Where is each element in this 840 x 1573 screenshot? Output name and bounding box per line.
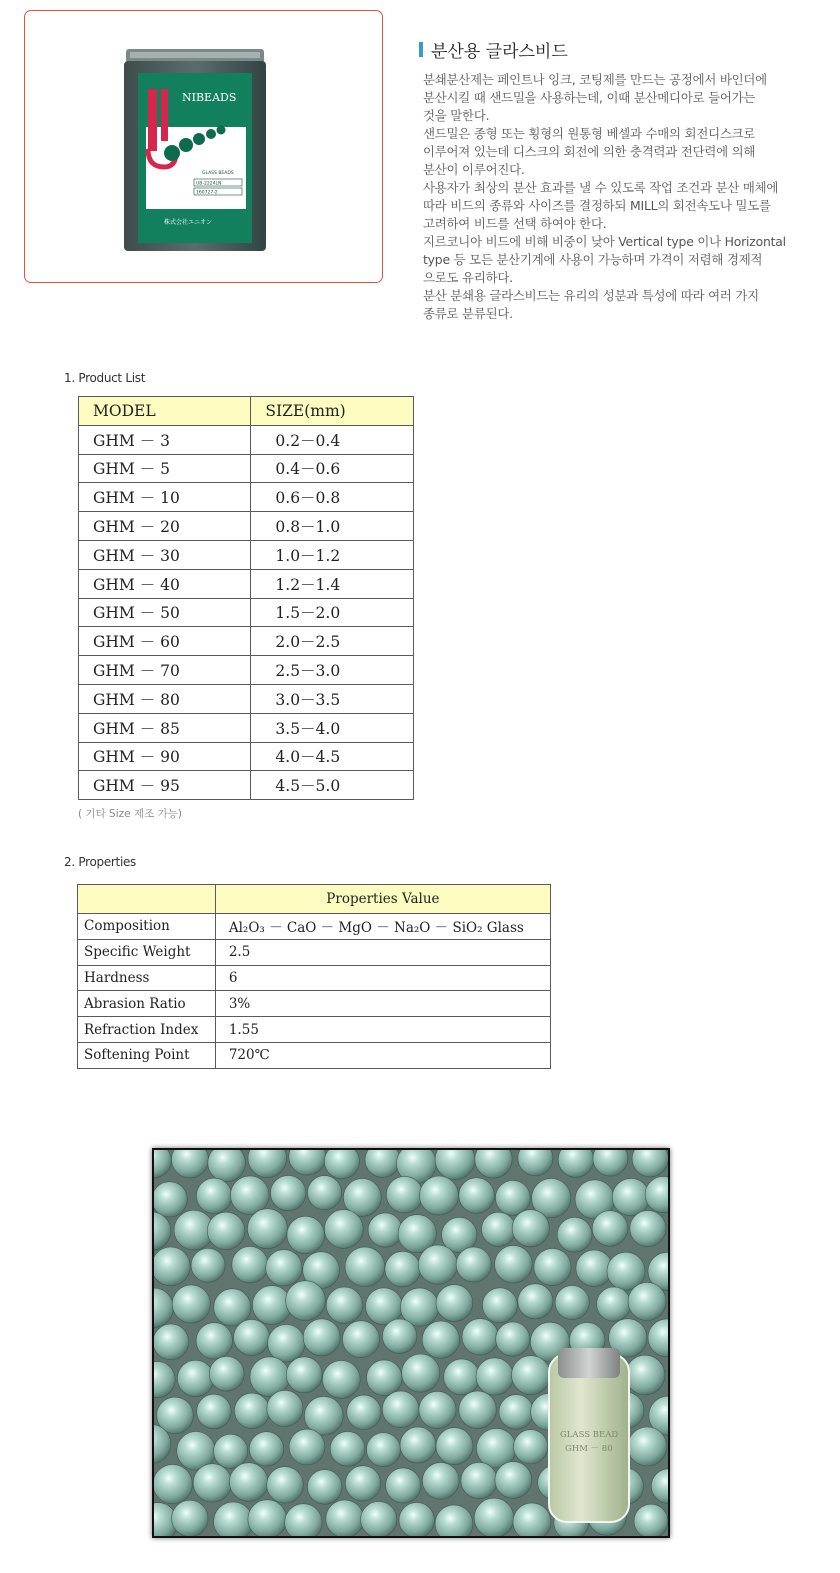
glass-bead xyxy=(436,1285,473,1322)
glass-bead xyxy=(482,1212,516,1246)
table-row xyxy=(78,991,551,1017)
intro-line: 이루어져 있는데 디스크의 회전에 의한 충격력과 전단력에 의해 xyxy=(423,144,756,159)
glass-bead xyxy=(345,1247,385,1287)
table-header-row xyxy=(79,397,414,426)
glass-bead xyxy=(266,1250,302,1286)
glass-bead xyxy=(476,1358,513,1395)
can-brand-text: NIBEADS xyxy=(182,91,237,104)
glass-bead xyxy=(231,1176,270,1215)
model-cell: GHM － 95 xyxy=(79,771,251,800)
property-label: Refraction Index xyxy=(78,1017,216,1043)
model-cell: GHM － 30 xyxy=(79,540,251,569)
glass-bead xyxy=(628,1283,666,1321)
table-row xyxy=(78,939,551,965)
intro-line: 분쇄분산제는 페인트나 잉크, 코팅제를 만드는 공정에서 바인더에 xyxy=(423,72,767,87)
can-code1-text: UB-2224LN xyxy=(196,181,222,187)
glass-bead xyxy=(612,1178,649,1215)
glass-bead xyxy=(382,1319,416,1353)
table-row xyxy=(79,425,414,454)
glass-bead xyxy=(308,1176,342,1210)
glass-bead xyxy=(345,1466,380,1501)
glass-bead xyxy=(557,1217,592,1252)
model-cell: GHM － 60 xyxy=(79,627,251,656)
glass-bead xyxy=(209,1356,244,1391)
glass-bead xyxy=(287,1216,325,1254)
title-bar-icon xyxy=(419,42,423,57)
glass-bead xyxy=(459,1391,497,1429)
header-properties-value: Properties Value xyxy=(215,885,550,914)
glass-bead xyxy=(286,1357,322,1393)
glass-bead xyxy=(154,1247,190,1286)
model-cell: GHM － 3 xyxy=(79,425,251,454)
glass-bead xyxy=(252,1286,291,1325)
glass-bead xyxy=(267,1467,304,1504)
model-cell: GHM － 70 xyxy=(79,656,251,685)
glass-bead xyxy=(420,1176,459,1215)
intro-title-text: 분산용 글라스비드 xyxy=(431,41,568,62)
header-size: SIZE(mm) xyxy=(251,397,414,426)
glass-bead xyxy=(496,1181,531,1216)
model-cell: GHM － 50 xyxy=(79,598,251,627)
glass-bead xyxy=(286,1281,326,1321)
glass-bead xyxy=(630,1210,666,1246)
intro-line: 종류로 분류된다. xyxy=(423,306,513,321)
model-cell: GHM － 90 xyxy=(79,742,251,771)
size-cell: 0.4－0.6 xyxy=(251,454,414,483)
table-row xyxy=(79,540,414,569)
header-model: MODEL xyxy=(79,397,251,426)
glass-bead xyxy=(386,1468,421,1503)
header-empty xyxy=(78,885,216,914)
glass-bead xyxy=(154,1182,187,1217)
property-value: 6 xyxy=(215,965,550,991)
size-cell: 0.6－0.8 xyxy=(251,483,414,512)
jar-model-text: GHM － 80 xyxy=(565,1444,613,1454)
glass-bead xyxy=(191,1248,225,1282)
glass-bead xyxy=(555,1285,589,1319)
property-label: Abrasion Ratio xyxy=(78,991,216,1017)
property-label: Composition xyxy=(78,914,216,940)
glass-bead xyxy=(196,1323,232,1359)
table-row xyxy=(79,598,414,627)
table-row xyxy=(79,742,414,771)
size-cell: 4.0－4.5 xyxy=(251,742,414,771)
glass-bead xyxy=(154,1324,189,1360)
glass-bead xyxy=(422,1321,459,1358)
glass-bead xyxy=(322,1361,360,1399)
property-value: 720℃ xyxy=(215,1042,550,1068)
glass-bead xyxy=(368,1213,402,1247)
glass-bead xyxy=(248,1500,287,1536)
glass-bead xyxy=(462,1319,498,1355)
glass-bead xyxy=(419,1391,456,1428)
glass-bead xyxy=(625,1355,665,1395)
model-cell: GHM － 10 xyxy=(79,483,251,512)
glass-bead xyxy=(382,1391,419,1428)
table-row xyxy=(79,512,414,541)
glass-bead xyxy=(495,1462,532,1499)
intro-section xyxy=(419,38,829,323)
glass-bead xyxy=(326,1500,364,1536)
model-cell: GHM － 20 xyxy=(79,512,251,541)
intro-line: 것을 말한다. xyxy=(423,108,490,123)
intro-line: 따라 비드의 종류와 사이즈를 결정하되 MILL의 회전속도나 밀도를 xyxy=(423,198,771,213)
table-row xyxy=(78,1017,551,1043)
size-cell: 3.5－4.0 xyxy=(251,713,414,742)
model-cell: GHM － 85 xyxy=(79,713,251,742)
product-list-table xyxy=(78,396,414,800)
can-label-text: GLASS BEADS xyxy=(202,171,234,176)
glass-bead xyxy=(628,1427,667,1466)
intro-body xyxy=(419,71,829,323)
glass-bead xyxy=(196,1178,231,1213)
intro-line: type 등 모든 분산기계에 사용이 가능하며 가격이 저렴해 경제적 xyxy=(423,252,763,267)
size-cell: 2.5－3.0 xyxy=(251,656,414,685)
size-note: ( 기타 Size 제조 가능) xyxy=(78,808,182,820)
glass-bead xyxy=(386,1176,423,1213)
table-row xyxy=(79,771,414,800)
glass-bead xyxy=(268,1325,305,1362)
glass-bead xyxy=(207,1212,245,1250)
intro-line: 으로도 유리하다. xyxy=(423,270,513,285)
property-label: Softening Point xyxy=(78,1042,216,1068)
table-row xyxy=(79,713,414,742)
property-value: 2.5 xyxy=(215,939,550,965)
glass-bead xyxy=(248,1209,288,1249)
glass-bead xyxy=(496,1322,530,1356)
glass-bead xyxy=(459,1178,495,1214)
glass-bead xyxy=(303,1319,340,1356)
model-cell: GHM － 40 xyxy=(79,569,251,598)
glass-bead xyxy=(193,1464,231,1502)
glass-bead xyxy=(271,1175,306,1210)
glass-bead xyxy=(267,1390,303,1426)
glass-bead xyxy=(512,1356,551,1395)
product-list-title: 1. Product List xyxy=(64,371,146,385)
intro-line: 분산 분쇄용 글라스비드는 유리의 성분과 특성에 따라 여러 가지 xyxy=(423,288,759,303)
intro-line: 고려하여 비드를 선택 하여야 한다. xyxy=(423,216,607,231)
glass-bead xyxy=(154,1464,192,1503)
table-row xyxy=(78,1042,551,1068)
properties-title: 2. Properties xyxy=(64,855,137,869)
product-can-image xyxy=(124,49,266,251)
glass-bead xyxy=(514,1430,548,1464)
glass-bead xyxy=(234,1393,269,1428)
table-row xyxy=(79,569,414,598)
glass-bead xyxy=(495,1245,533,1283)
intro-title xyxy=(419,38,829,60)
intro-line: 지르코니아 비드에 비해 비중이 낮아 Vertical type 이나 Horizontal xyxy=(423,234,786,249)
glass-bead xyxy=(172,1285,210,1323)
glass-bead xyxy=(474,1498,514,1536)
table-row xyxy=(79,454,414,483)
can-code2-text: 160727-2 xyxy=(196,190,218,196)
glass-bead xyxy=(385,1251,421,1287)
glass-bead xyxy=(400,1427,436,1463)
glass-bead xyxy=(597,1287,631,1321)
size-cell: 4.5－5.0 xyxy=(251,771,414,800)
glass-bead xyxy=(347,1395,381,1429)
model-cell: GHM － 5 xyxy=(79,454,251,483)
property-value: Al₂O₃ － CaO － MgO － Na₂O － SiO₂ Glass xyxy=(215,914,550,940)
jar-image xyxy=(549,1348,629,1522)
property-label: Specific Weight xyxy=(78,939,216,965)
glass-bead xyxy=(456,1247,491,1282)
property-label: Hardness xyxy=(78,965,216,991)
glass-bead xyxy=(289,1429,325,1465)
glass-bead xyxy=(214,1434,248,1468)
properties-table xyxy=(77,884,551,1069)
size-cell: 1.0－1.2 xyxy=(251,540,414,569)
glass-bead xyxy=(418,1245,457,1284)
table-row xyxy=(79,627,414,656)
glass-bead xyxy=(326,1287,362,1323)
glass-bead xyxy=(512,1210,549,1247)
table-row xyxy=(78,914,551,940)
glass-bead xyxy=(634,1504,668,1536)
glass-bead xyxy=(436,1428,473,1465)
glass-bead xyxy=(324,1210,363,1249)
table-header-row xyxy=(78,885,551,914)
table-row xyxy=(79,656,414,685)
glass-bead xyxy=(422,1462,459,1499)
glass-bead xyxy=(461,1462,497,1498)
size-cell: 1.5－2.0 xyxy=(251,598,414,627)
glass-bead xyxy=(330,1431,365,1466)
glass-bead xyxy=(197,1394,232,1429)
glass-bead xyxy=(343,1321,380,1358)
table-row xyxy=(78,965,551,991)
glass-bead xyxy=(534,1248,571,1285)
size-cell: 2.0－2.5 xyxy=(251,627,414,656)
glass-bead xyxy=(482,1288,517,1323)
glass-bead xyxy=(249,1432,283,1466)
size-cell: 0.8－1.0 xyxy=(251,512,414,541)
size-cell: 1.2－1.4 xyxy=(251,569,414,598)
glass-beads-photo xyxy=(152,1148,670,1538)
intro-line: 샌드밀은 종형 또는 횡형의 원통형 베셀과 수매의 회전디스크로 xyxy=(423,126,756,141)
glass-bead xyxy=(172,1500,208,1536)
jar-label-text: GLASS BEAD xyxy=(560,1430,619,1440)
table-row xyxy=(79,684,414,713)
intro-line: 분산시킬 때 샌드밀을 사용하는데, 이때 분산메디아로 들어가는 xyxy=(423,90,756,105)
model-cell: GHM － 80 xyxy=(79,684,251,713)
glass-bead xyxy=(402,1354,440,1392)
glass-bead xyxy=(367,1433,401,1467)
glass-bead xyxy=(229,1463,268,1502)
property-value: 3% xyxy=(215,991,550,1017)
glass-bead xyxy=(177,1360,213,1396)
glass-beads-image xyxy=(154,1150,668,1536)
can-maker-text: 株式会社ユニオン xyxy=(164,219,213,226)
glass-bead xyxy=(232,1247,268,1283)
glass-bead xyxy=(399,1503,434,1537)
glass-bead xyxy=(367,1360,403,1396)
size-cell: 0.2－0.4 xyxy=(251,425,414,454)
intro-line: 사용자가 최상의 분산 효과를 낼 수 있도록 작업 조건과 분산 매체에 xyxy=(423,180,779,195)
intro-line: 분산이 이루어진다. xyxy=(423,162,525,177)
product-image-frame xyxy=(24,10,383,283)
glass-bead xyxy=(361,1502,397,1537)
glass-bead xyxy=(518,1284,553,1319)
glass-bead xyxy=(444,1359,480,1395)
property-value: 1.55 xyxy=(215,1017,550,1043)
glass-bead xyxy=(307,1470,342,1505)
table-row xyxy=(79,483,414,512)
glass-bead xyxy=(499,1395,534,1430)
glass-bead xyxy=(592,1211,628,1247)
size-cell: 3.0－3.5 xyxy=(251,684,414,713)
glass-bead xyxy=(234,1319,270,1355)
